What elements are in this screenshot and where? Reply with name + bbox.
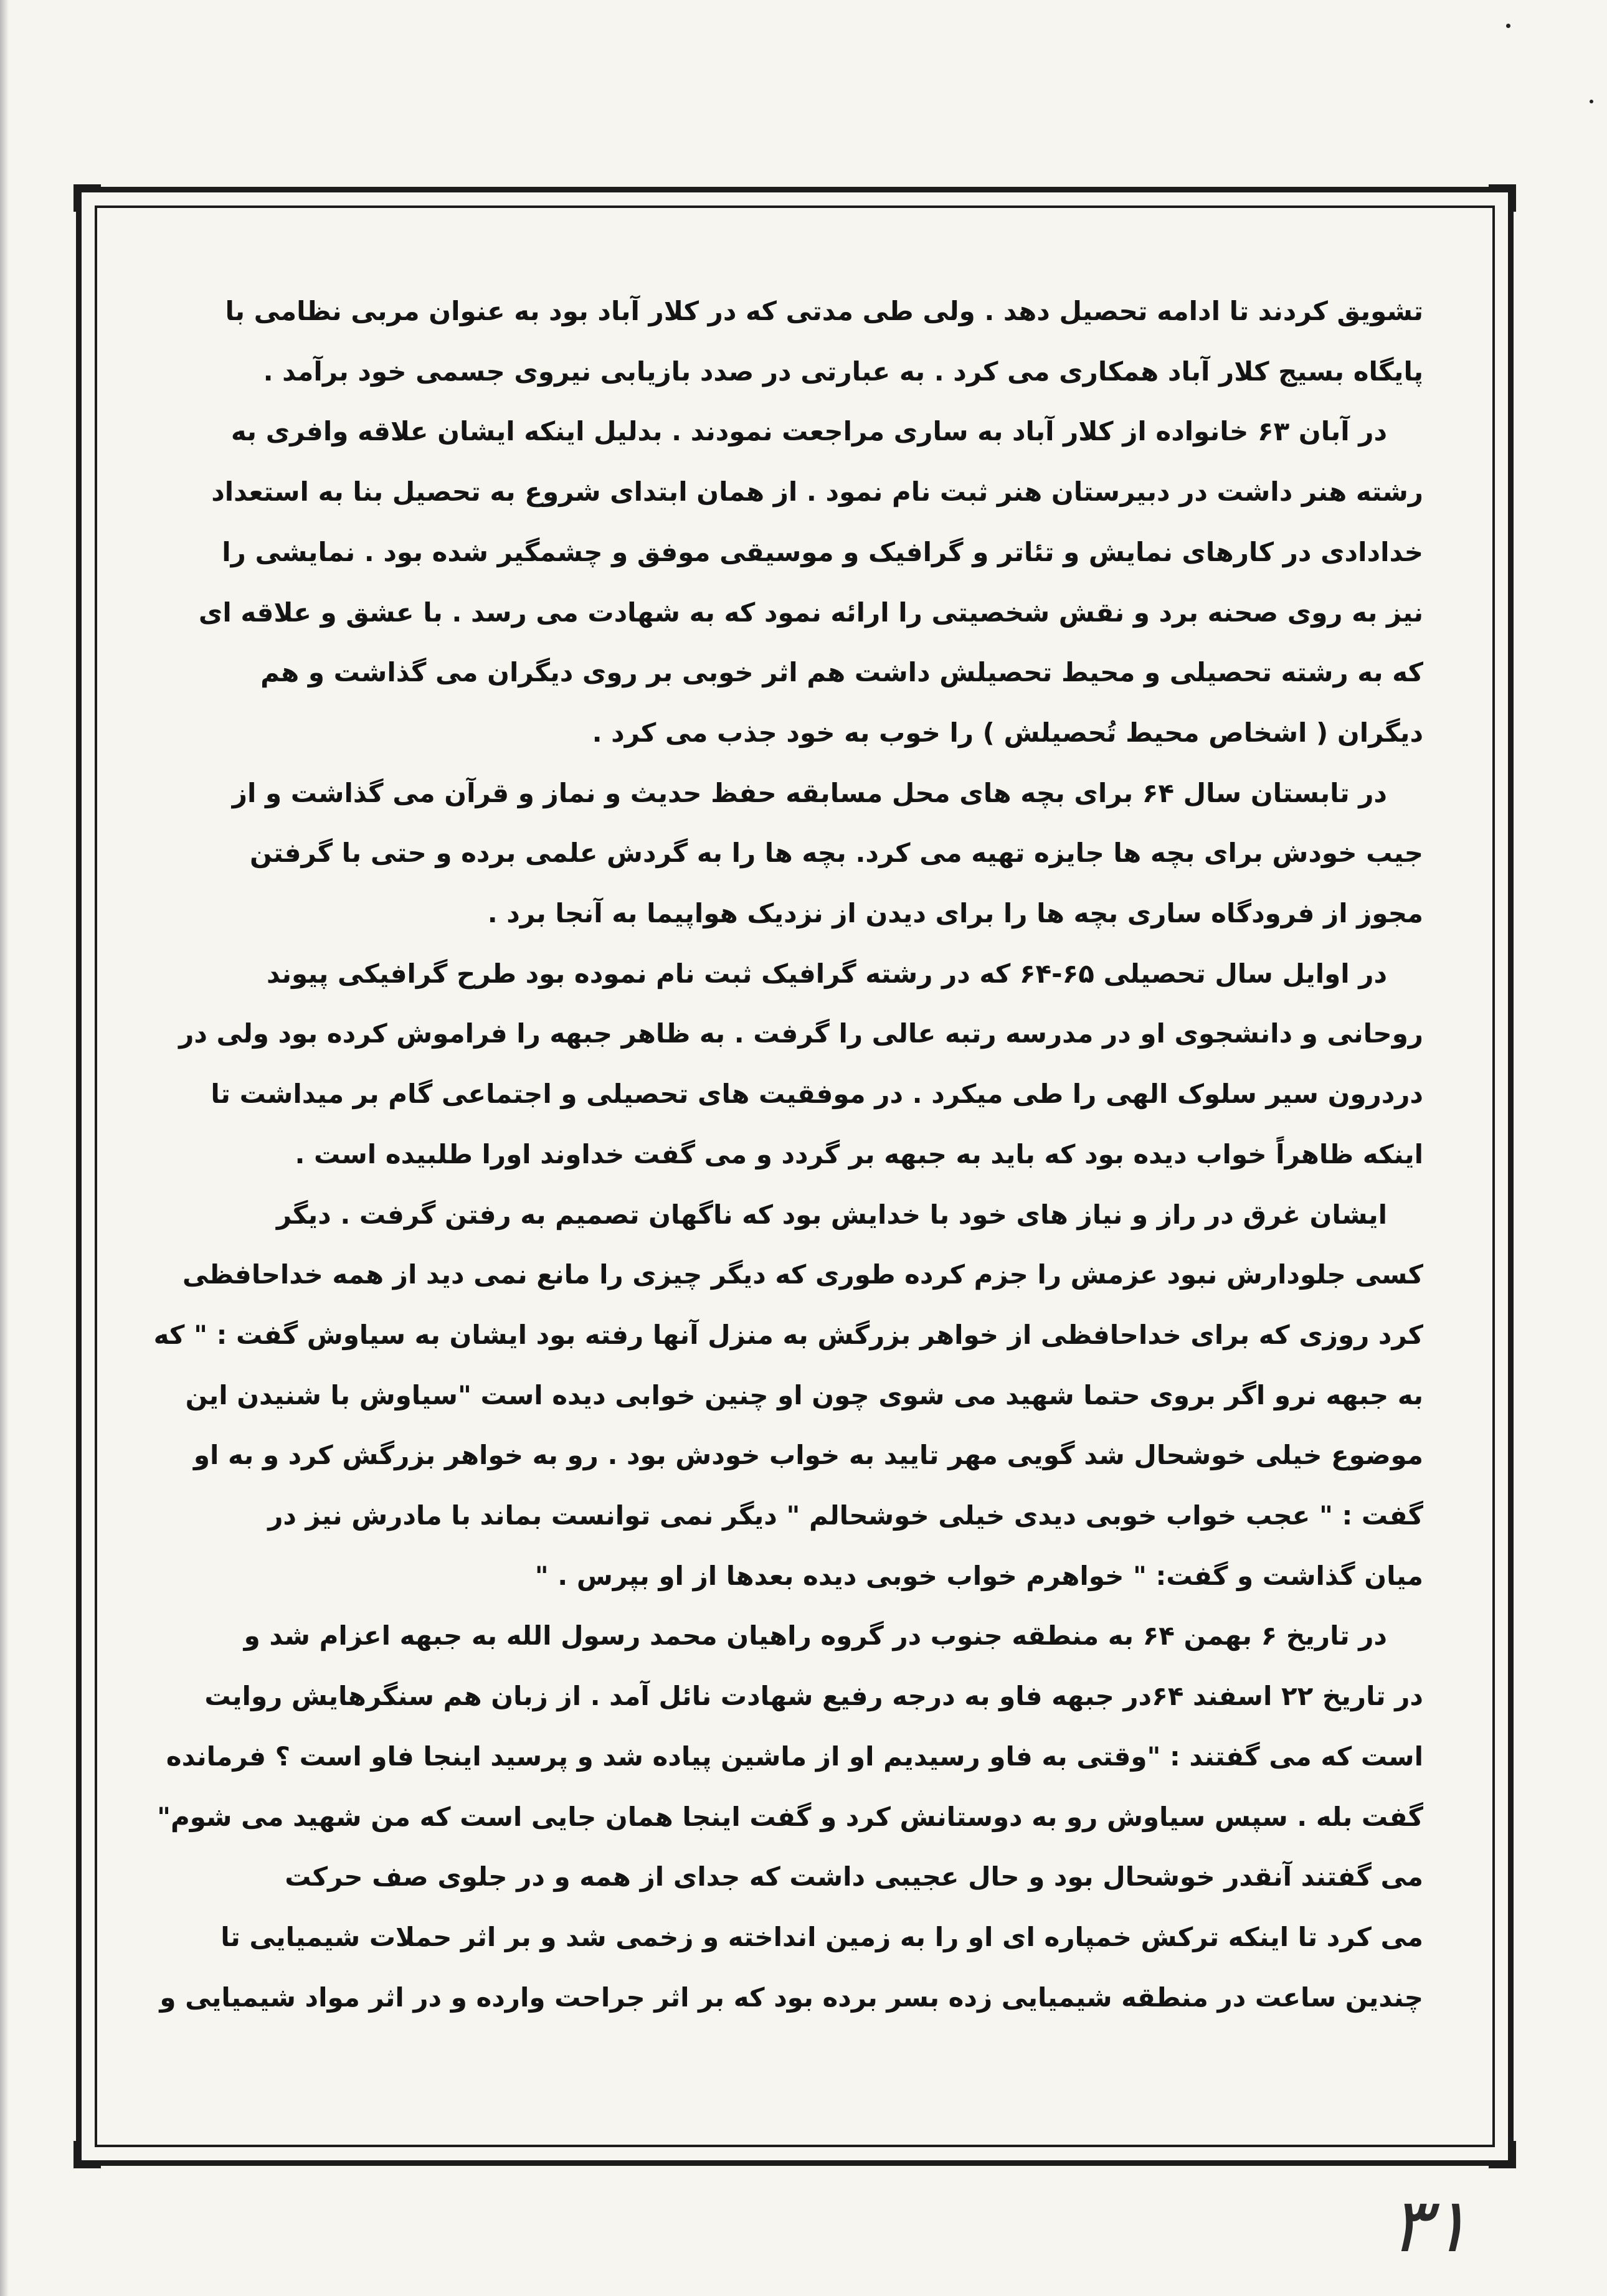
page-number: ۳۱ <box>1390 2183 1470 2269</box>
scan-speck <box>1506 24 1510 28</box>
body-text <box>131 281 1423 2112</box>
scan-speck <box>1590 100 1593 103</box>
scan-edge <box>0 0 9 2296</box>
paragraph: در تابستان سال ۶۴ برای بچه های محل مسابقه حفظ حدیث و نماز و قرآن می گذاشت و از جیب خودش برای بچه ها جایزه تهیه می کرد. بچه ها را به گردش علمی برده و حتی با گرفتن مجوز از فرودگاه ساری بچه ها را برای دیدن از نزدیک هواپیما به آنجا برد . <box>232 777 1423 929</box>
border-corner-ornament <box>73 184 101 212</box>
border-corner-ornament <box>1489 184 1516 212</box>
paragraph: در اوایل سال تحصیلی ۶۵-۶۴ که در رشته گرافیک ثبت نام نموده بود طرح گرافیکی پیوند روحانی و دانشجوی او در مدرسه رتبه عالی را گرفت . به ظاهر جبهه را فراموش کرده بود ولی در دردرون سیر سلوک الهی را طی میکرد . در موفقیت های تحصیلی و اجتماعی گام بر میداشت تا اینکه ظاهراً خواب دیده بود که باید به جبهه بر گردد و می گفت خداوند اورا طلبیده است . <box>179 958 1423 1169</box>
paragraph: در تاریخ ۶ بهمن ۶۴ به منطقه جنوب در گروه راهیان محمد رسول الله به جبهه اعزام شد و در تاریخ ۲۲ اسفند ۶۴در جبهه فاو به درجه رفیع شهادت نائل آمد . از زبان هم سنگرهایش روایت است که می گفتند : "وقتی به فاو رسیدیم او از ماشین پیاده شد و پرسید اینجا فاو است ؟ فرمانده گفت بله . سپس سیاوش رو به دوستانش کرد و گفت اینجا همان جایی است که من شهید می شوم" می گفتند آنقدر خوشحال بود و حال عجیبی داشت که جدای از همه و در جلوی صف حرکت می کرد تا اینکه ترکش خمپاره ای او را به زمین انداخته و زخمی شد و بر اثر حملات شیمیایی تا چندین ساعت در منطقه شیمیایی زده بسر برده بود که بر اثر جراحت وارده و در اثر مواد شیمیایی و <box>157 1620 1423 2013</box>
paragraph: در آبان ۶۳ خانواده از کلار آباد به ساری مراجعت نمودند . بدلیل اینکه ایشان علاقه وافری به رشته هنر داشت در دبیرستان هنر ثبت نام نمود . از همان ابتدای شروع به تحصیل بنا به استعداد خدادادی در کارهای نمایش و تئاتر و گرافیک و موسیقی موفق و چشمگیر شده بود . نمایشی را نیز به روی صحنه برد و نقش شخصیتی را ارائه نمود که به شهادت می رسد . با عشق و علاقه ای که به رشته تحصیلی و محیط تحصیلش داشت هم اثر خوبی بر روی دیگران می گذاشت و هم دیگران ( اشخاص محیط تُحصیلش ) را خوب به خود جذب می کرد . <box>198 416 1423 748</box>
border-corner-ornament <box>73 2141 101 2168</box>
border-corner-ornament <box>1489 2141 1516 2168</box>
paragraph: ایشان غرق در راز و نیاز های خود با خدایش بود که ناگهان تصمیم به رفتن گرفت . دیگر کسی جلودارش نبود عزمش را جزم کرده طوری که دیگر چیزی را مانع نمی دید از همه خداحافظی کرد روزی که برای خداحافظی از خواهر بزرگش به منزل آنها رفته بود ایشان به سیاوش گفت : " که به جبهه نرو اگر بروی حتما شهید می شوی چون او چنین خوابی دیده است "سیاوش با شنیدن این موضوع خیلی خوشحال شد گویی مهر تایید به خواب خودش بود . رو به خواهر بزرگش کرد و به او گفت : " عجب خواب خوبی دیدی خیلی خوشحالم " دیگر نمی توانست بماند با مادرش نیز در میان گذاشت و گفت: " خواهرم خواب خوبی دیده بعدها از او بپرس . " <box>153 1199 1423 1591</box>
paragraph: تشویق کردند تا ادامه تحصیل دهد . ولی طی مدتی که در کلار آباد بود به عنوان مربی نظامی با پایگاه بسیج کلار آباد همکاری می کرد . به عبارتی در صدد بازیابی نیروی جسمی خود برآمد . <box>225 296 1423 387</box>
